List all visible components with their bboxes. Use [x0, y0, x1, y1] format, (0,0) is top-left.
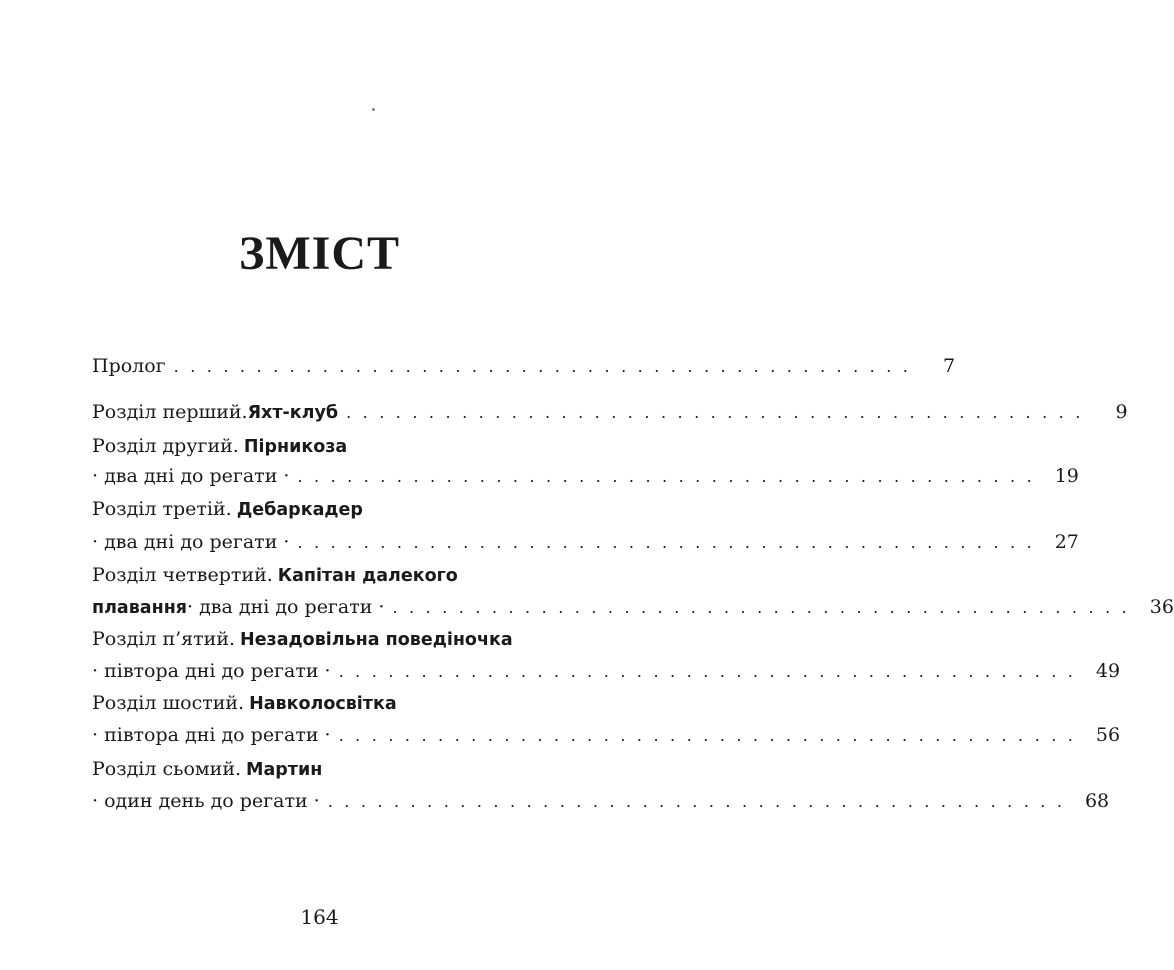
toc-entry-chapter-title: Дебаркадер [236, 500, 363, 520]
toc-page-number: 49 [1095, 660, 1121, 682]
toc-entry-chapter-6-subtitle[interactable] [92, 723, 1121, 748]
toc-entry-chapter-4-subtitle[interactable] [92, 595, 1174, 620]
toc-page-number: 27 [1054, 531, 1079, 553]
page-title: ЗМІСТ [239, 227, 400, 281]
toc-entry-label: Розділ перший. [92, 401, 248, 423]
toc-entry-chapter-title: Мартин [246, 760, 323, 780]
toc-entry-subtitle: · два дні до регати · [187, 596, 385, 618]
dot-leader: . . . . . . . . . . . . . . . . . . . . . . . . . . . . . . . . . . . . . . . . . . . . . [173, 357, 912, 376]
toc-page-number: 56 [1095, 724, 1121, 746]
toc-entry-label: Розділ сьомий. [92, 758, 242, 780]
toc-entry-chapter-title-continued: плавання [92, 598, 188, 618]
dot-leader: . . . . . . . . . . . . . . . . . . . . . . . . . . . . . . . . . . . . . . . . . . . . . [338, 662, 1077, 681]
toc-entry-chapter-1[interactable] [92, 400, 1128, 425]
page-number-footer: 164 [300, 905, 339, 929]
toc-entry-chapter-title: Незадовільна поведіночка [240, 630, 513, 650]
toc-entry-label: Розділ другий. [92, 435, 239, 457]
dot-leader: . . . . . . . . . . . . . . . . . . . . . . . . . . . . . . . . . . . . . . . . . . . . . [297, 533, 1035, 552]
toc-entry-chapter-6-title[interactable] [92, 691, 552, 716]
toc-page-number: 68 [1084, 790, 1110, 812]
dot-leader: . . . . . . . . . . . . . . . . . . . . . . . . . . . . . . . . . . . . . . . . . . . . . [338, 726, 1077, 745]
toc-entry-chapter-title: Навколосвітка [249, 694, 397, 714]
toc-page-number: 9 [1115, 401, 1128, 423]
toc-entry-label: Розділ шостий. [92, 692, 245, 714]
toc-entry-label: Розділ четвертий. [92, 564, 273, 586]
toc-entry-chapter-7-subtitle[interactable] [92, 789, 1110, 814]
toc-entry-chapter-5-subtitle[interactable] [92, 659, 1121, 684]
toc-entry-label: Розділ третій. [92, 498, 232, 520]
toc-entry-chapter-2-subtitle[interactable] [92, 464, 1079, 489]
dot-leader: . . . . . . . . . . . . . . . . . . . . . . . . . . . . . . . . . . . . . . . . . . . . . [327, 792, 1066, 811]
toc-entry-chapter-7-title[interactable] [92, 757, 552, 782]
toc-entry-subtitle: · два дні до регати · [92, 531, 290, 553]
toc-entry-chapter-title: Капітан далекого [277, 566, 458, 586]
toc-entry-chapter-3-title[interactable] [92, 497, 552, 522]
toc-entry-prologue[interactable] [92, 354, 956, 379]
toc-entry-chapter-title: Пірникоза [243, 437, 348, 457]
toc-entry-subtitle: · два дні до регати · [92, 465, 290, 487]
toc-entry-label: Розділ п’ятий. [92, 628, 236, 650]
toc-page-number: 19 [1054, 465, 1079, 487]
toc-entry-chapter-3-subtitle[interactable] [92, 530, 1079, 555]
toc-entry-chapter-2-title[interactable] [92, 434, 552, 459]
dot-leader: . . . . . . . . . . . . . . . . . . . . . . . . . . . . . . . . . . . . . . . . . . . . . [392, 598, 1130, 617]
dot-leader: . . . . . . . . . . . . . . . . . . . . . . . . . . . . . . . . . . . . . . . . . . . . . [297, 467, 1035, 486]
toc-entry-chapter-5-title[interactable] [92, 627, 552, 652]
toc-entry-subtitle: · півтора дні до регати · [92, 724, 331, 746]
toc-entry-label: Пролог [92, 355, 166, 377]
toc-entry-subtitle: · один день до регати · [92, 790, 320, 812]
toc-page-number: 36 [1149, 596, 1174, 618]
toc-page-number: 7 [943, 355, 956, 377]
table-of-contents [92, 0, 1174, 970]
toc-entry-chapter-4-title[interactable] [92, 563, 552, 588]
toc-entry-chapter-title: Яхт-клуб [247, 403, 339, 423]
dot-leader: . . . . . . . . . . . . . . . . . . . . . . . . . . . . . . . . . . . . . . . . . . . . . [346, 403, 1084, 422]
toc-entry-subtitle: · півтора дні до регати · [92, 660, 331, 682]
